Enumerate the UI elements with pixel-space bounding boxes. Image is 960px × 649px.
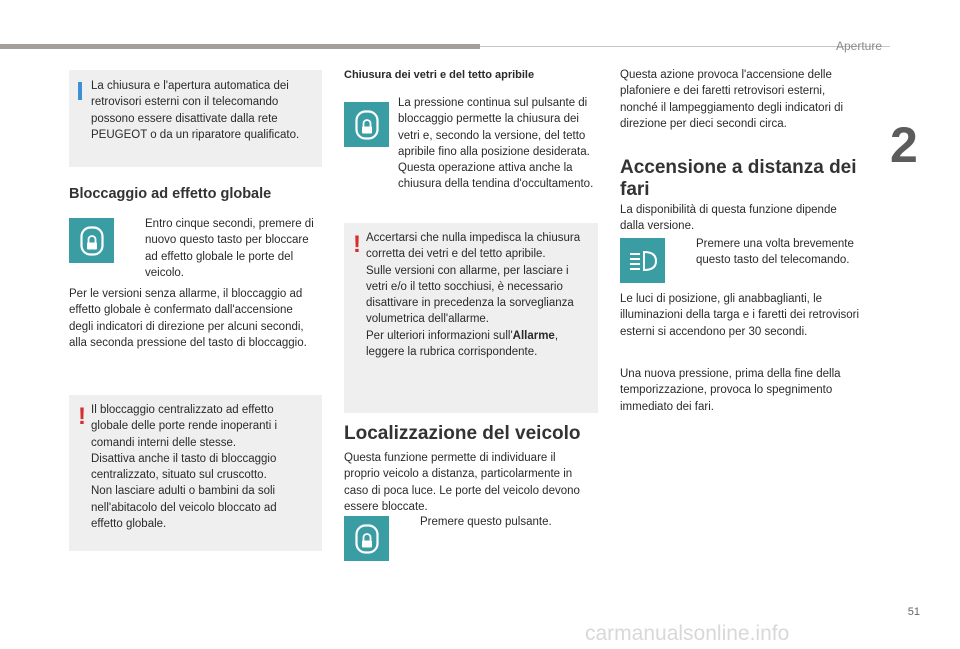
padlock-icon xyxy=(355,110,379,140)
watermark: carmanualsonline.info xyxy=(585,622,790,645)
paragraph-locate: Questa funzione permette di individuare il proprio veicolo a distanza, particolarmente in caso di poca luce. Le porte del veicolo devono essere bloccate. xyxy=(344,452,580,513)
paragraph-lights-off: Una nuova pressione, prima della fine della temporizzazione, provoca lo spegnimento immediato dei fari. xyxy=(620,368,841,413)
info-box-text: La chiusura e l'apertura automatica dei retrovisori esterni con il telecomando possono essere disattivate dalla rete PEUGEOT o da un riparatore qualificato. xyxy=(91,80,300,141)
warning-box-global xyxy=(69,395,322,551)
lock-button-tile xyxy=(69,218,114,263)
warning-text-main: Accertarsi che nulla impedisca la chiusura corretta dei vetri e del tetto apribile. Sulle versioni con allarme, per lasciare i vetri e/o il tetto socchiusi, è necessario disattivare in precedenza la sorveglianza volumetrica dell'allarme. Per ulteriori informazioni sull' xyxy=(366,232,581,342)
warning-icon: ! xyxy=(78,403,86,430)
windows-roof-text: La pressione continua sul pulsante di bloccaggio permette la chiusura dei vetri e, secondo la versione, del tetto apribile fino alla posizione desiderata. Questa operazione attiva anche la chiusura della tendina d'occultamento. xyxy=(398,97,594,191)
bullet-text-headlights: Premere una volta brevemente questo tasto del telecomando. xyxy=(696,238,854,267)
padlock-icon xyxy=(80,226,104,256)
heading-line-1: Accensione a distanza dei xyxy=(620,157,857,178)
paragraph-global: Per le versioni senza allarme, il bloccaggio ad effetto globale è confermato dall'accensione degli indicatori di direzione per alcuni secondi, alla seconda pressione del tasto di bloccaggio. xyxy=(69,288,307,349)
lock-button-tile-2 xyxy=(344,102,389,147)
paragraph-locate-effect: Questa azione provoca l'accensione delle plafoniere e dei faretti retrovisori esterni, nonché il lampeggiamento degli indicatori di direzione per dieci secondi circa. xyxy=(620,69,844,130)
warning-box-global-text: Il bloccaggio centralizzato ad effetto globale delle porte rende inoperanti i comandi interni delle stesse. Disattiva anche il tasto di bloccaggio centralizzato, situato sul cruscotto. Non lasciare adulti o bambini da soli nell'abitacolo del veicolo bloccato ad effetto globale. xyxy=(91,404,278,531)
warning-box-windows-text xyxy=(366,230,590,360)
page-number: 51 xyxy=(907,606,920,618)
info-icon xyxy=(78,82,82,100)
bullet-text-global: Entro cinque secondi, premere di nuovo questo tasto per bloccare ad effetto globale le porte del veicolo. xyxy=(145,218,314,279)
warning-text-last: leggere la rubrica corrispondente. xyxy=(366,346,538,359)
paragraph-availability: La disponibilità di questa funzione dipende dalla versione. xyxy=(620,204,837,233)
warning-text-bold: Allarme xyxy=(512,329,555,342)
chapter-number: 2 xyxy=(890,117,918,173)
warning-text-comma: , xyxy=(554,329,559,342)
lock-button-tile-3 xyxy=(344,516,389,561)
section-title: Aperture xyxy=(835,39,882,53)
paragraph-lights-on: Le luci di posizione, gli anabbaglianti, le illuminazioni della targa e i faretti dei retrovisori esterni si accendono per 30 secondi. xyxy=(620,293,860,338)
warning-box-windows xyxy=(344,223,598,413)
headlight-button-tile xyxy=(620,238,665,283)
padlock-icon xyxy=(355,524,379,554)
bullet-text-locate: Premere questo pulsante. xyxy=(420,516,552,528)
heading-global-locking: Bloccaggio ad effetto globale xyxy=(69,186,272,202)
heading-locate-vehicle: Localizzazione del veicolo xyxy=(344,423,581,444)
heading-remote-headlights xyxy=(620,157,880,201)
headlight-icon xyxy=(628,250,658,272)
heading-windows-roof: Chiusura dei vetri e del tetto apribile xyxy=(344,69,535,81)
header-bar xyxy=(0,44,480,49)
warning-icon: ! xyxy=(353,231,361,258)
heading-line-2: fari xyxy=(620,179,650,200)
info-box xyxy=(69,70,322,167)
